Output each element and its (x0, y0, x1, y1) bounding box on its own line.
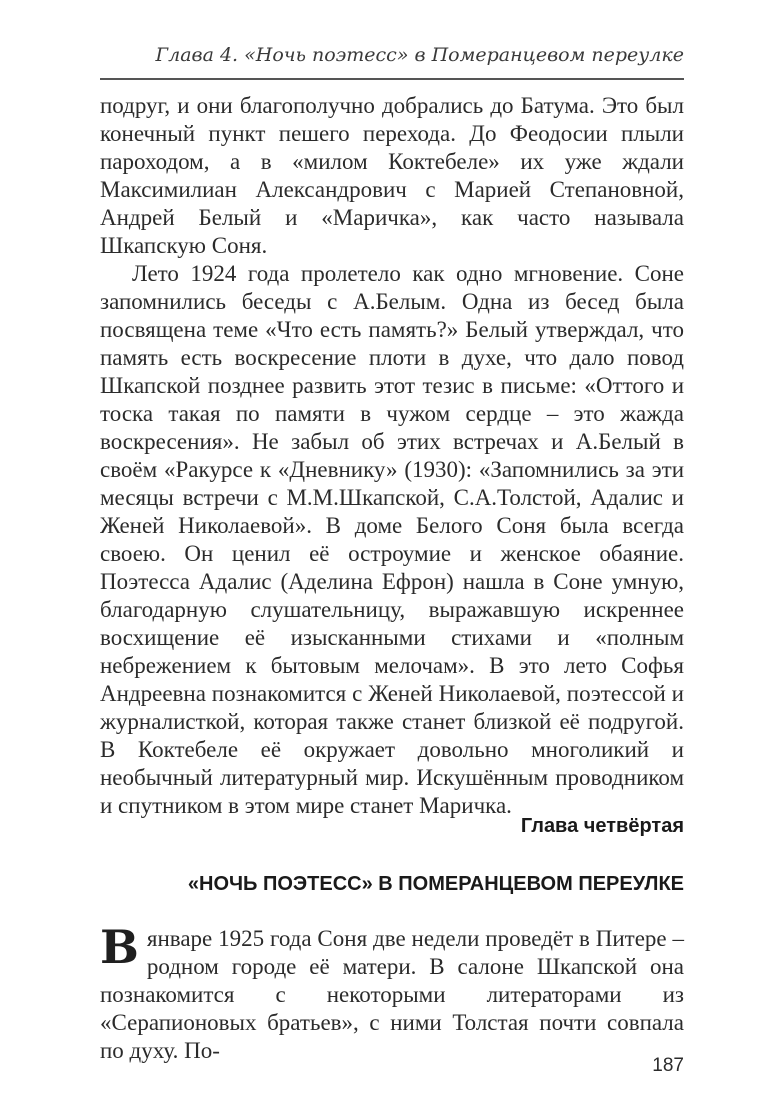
paragraph-text: январе 1925 года Соня две недели проведёт в Питере – родном городе её матери. В салоне Шкапской она познакомится с некоторыми литераторами из «Серапионовых братьев», с ними Толстая почти совпала по духу. По- (100, 926, 684, 1063)
body-text-top (100, 92, 684, 820)
chapter-title-heading: «НОЧЬ ПОЭТЕСС» В ПОМЕРАНЦЕВОМ ПЕРЕУЛКЕ (187, 873, 684, 895)
paragraph-continued: подруг, и они благополучно добрались до Батума. Это был конечный пункт пешего перехода. До Феодосии плыли пароходом, а в «милом Коктебеле» их уже ждали Максимилиан Александрович с Марией Степановной, Андрей Белый и «Маричка», как часто называла Шкапскую Соня. (100, 93, 684, 258)
paragraph-summer-1924: Лето 1924 года пролетело как одно мгновение. Соне запомнились беседы с А.Белым. Одна из бесед была посвящена теме «Что есть память?» Белый утверждал, что память есть воскресение плоти в духе, что дало повод Шкапской позднее развить этот тезис в письме: «Оттого и тоска такая по памяти в чужом сердце – это жажда воскресения». Не забыл об этих встречах и А.Белый в своём «Ракурсе к «Дневнику» (1930): «Запомнились за эти месяцы встречи с М.М.Шкапской, С.А.Толстой, Адалис и Женей Николаевой». В доме Белого Соня была всегда своею. Он ценил её остроумие и женское обаяние. Поэтесса Адалис (Аделина Ефрон) нашла в Соне умную, благодарную слушательницу, выражавшую искреннее восхищение её изысканными стихами и «полным небрежением к бытовым мелочам». В это лето Софья Андреевна познакомится с Женей Николаевой, поэтессой и журналисткой, которая также станет близкой её подругой. В Коктебеле её окружает довольно многоликий и необычный литературный мир. Искушённым проводником и спутником в этом мире станет Маричка. (100, 261, 684, 818)
header-rule (100, 78, 684, 80)
page-number: 187 (652, 1055, 684, 1076)
drop-cap: В (100, 920, 139, 974)
running-head: Глава 4. «Ночь поэтесс» в Померанцевом переулке (155, 44, 684, 66)
paragraph-january-1925 (100, 920, 684, 1065)
chapter-number-heading: Глава четвёртая (520, 815, 684, 837)
body-text-bottom (100, 920, 684, 1065)
